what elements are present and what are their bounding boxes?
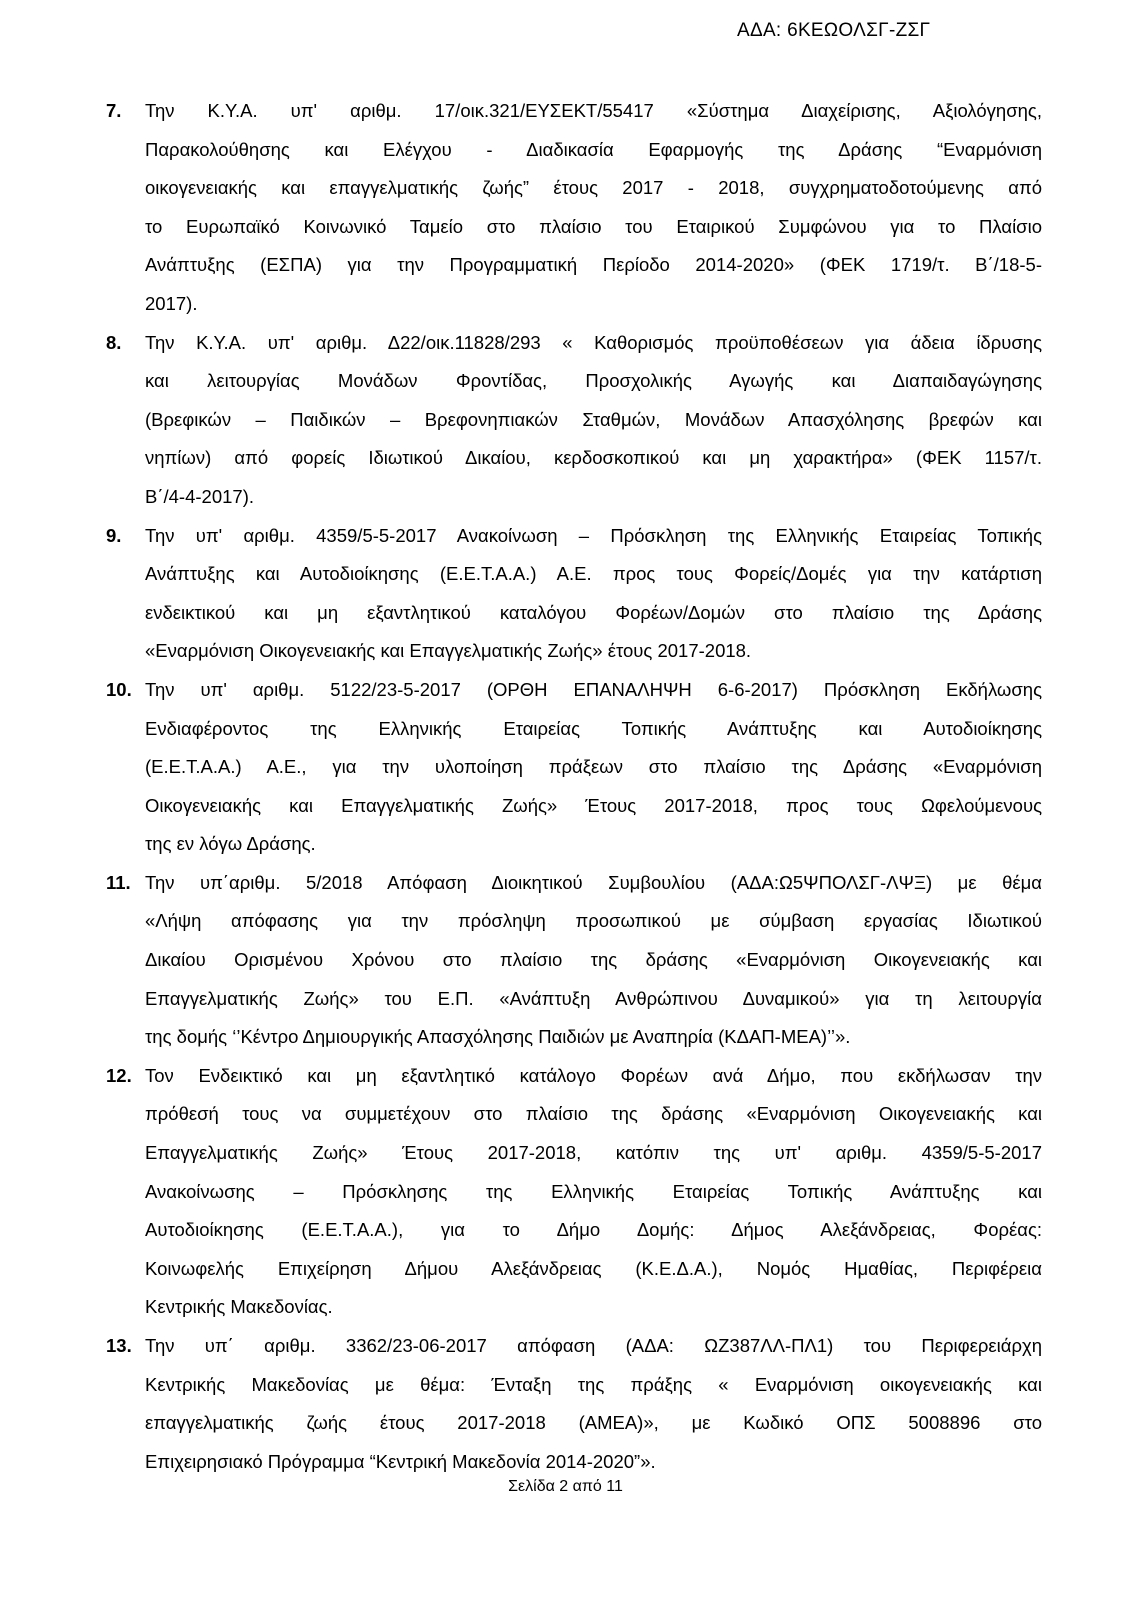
item-text-line: Ανάπτυξης (ΕΣΠΑ) για την Προγραμματική Περίοδο 2014-2020» (ΦΕΚ 1719/τ. Β΄/18-5-	[145, 254, 1042, 276]
item-text-line: Την υπ' αριθμ. 5122/23-5-2017 (ΟΡΘΗ ΕΠΑΝΑΛΗΨΗ 6-6-2017) Πρόσκληση Εκδήλωσης	[145, 678, 1042, 700]
item-text-line: (Βρεφικών – Παιδικών – Βρεφονηπιακών Σταθμών, Μονάδων Απασχόλησης βρεφών και	[145, 408, 1042, 430]
item-number: 8.	[106, 331, 122, 353]
item-text-line: Τον Ενδεικτικό και μη εξαντλητικό κατάλογο Φορέων ανά Δήμο, που εκδήλωσαν την	[145, 1064, 1042, 1086]
item-text-line: Β΄/4-4-2017).	[145, 485, 254, 507]
item-text-line: (Ε.Ε.Τ.Α.Α.) Α.Ε., για την υλοποίηση πράξεων στο πλαίσιο της Δράσης «Εναρμόνιση	[145, 756, 1042, 778]
item-text-line: Οικογενειακής και Επαγγελματικής Ζωής» Έτους 2017-2018, προς τους Ωφελούμενους	[145, 794, 1042, 816]
item-text-line: Την υπ΄αριθμ. 5/2018 Απόφαση Διοικητικού Συμβουλίου (ΑΔΑ:Ω5ΨΠΟΛΣΓ-ΛΨΞ) με θέμα	[145, 871, 1042, 893]
item-text-line: επαγγελματικής ζωής έτους 2017-2018 (ΑΜΕΑ)», με Κωδικό ΟΠΣ 5008896 στο	[145, 1412, 1042, 1434]
list-item	[0, 864, 1131, 1057]
item-text-line: και λειτουργίας Μονάδων Φροντίδας, Προσχολικής Αγωγής και Διαπαιδαγώγησης	[145, 370, 1042, 392]
item-text-line: Επαγγελματικής Ζωής» του Ε.Π. «Ανάπτυξη Ανθρώπινου Δυναμικού» για τη λειτουργία	[145, 987, 1042, 1009]
item-text-line: της εν λόγω Δράσης.	[145, 833, 316, 855]
item-text-line: Ενδιαφέροντος της Ελληνικής Εταιρείας Τοπικής Ανάπτυξης και Αυτοδιοίκησης	[145, 717, 1042, 739]
list-item	[0, 92, 1131, 324]
item-number: 12.	[106, 1064, 132, 1086]
item-text-line: Παρακολούθησης και Ελέγχου - Διαδικασία Εφαρμογής της Δράσης “Εναρμόνιση	[145, 138, 1042, 160]
list-item	[0, 1327, 1131, 1481]
item-text-line: πρόθεσή τους να συμμετέχουν στο πλαίσιο της δράσης «Εναρμόνιση Οικογενειακής και	[145, 1103, 1042, 1125]
item-number: 7.	[106, 100, 122, 121]
item-text-line: Την Κ.Υ.Α. υπ' αριθμ. 17/οικ.321/ΕΥΣΕΚΤ/55417 «Σύστημα Διαχείρισης, Αξιολόγησης,	[145, 100, 1042, 121]
item-text-line: το Ευρωπαϊκό Κοινωνικό Ταμείο στο πλαίσιο του Εταιρικού Συμφώνου για το Πλαίσιο	[145, 215, 1042, 237]
item-text-line: της δομής ‘’Κέντρο Δημιουργικής Απασχόλησης Παιδιών με Αναπηρία (ΚΔΑΠ-ΜΕΑ)’’».	[145, 1026, 851, 1048]
item-number: 9.	[106, 524, 122, 546]
item-text-line: 2017).	[145, 292, 198, 314]
list-item	[0, 324, 1131, 517]
item-number: 13.	[106, 1335, 132, 1356]
numbered-list	[0, 92, 1131, 1481]
list-item	[0, 671, 1131, 864]
item-text-line: Αυτοδιοίκησης (Ε.Ε.Τ.Α.Α.), για το Δήμο Δομής: Δήμος Αλεξάνδρειας, Φορέας:	[145, 1219, 1042, 1241]
item-text-line: Κοινωφελής Επιχείρηση Δήμου Αλεξάνδρειας (Κ.Ε.Δ.Α.), Νομός Ημαθίας, Περιφέρεια	[145, 1257, 1042, 1279]
ada-header: ΑΔΑ: 6ΚΕΩΟΛΣΓ-ΖΣΓ	[737, 20, 931, 41]
item-text-line: οικογενειακής και επαγγελματικής ζωής” έτους 2017 - 2018, συγχρηματοδοτούμενης από	[145, 177, 1042, 199]
item-text-line: «Λήψη απόφασης για την πρόσληψη προσωπικού με σύμβαση εργασίας Ιδιωτικού	[145, 910, 1042, 932]
list-item	[0, 517, 1131, 671]
item-text-line: ενδεικτικού και μη εξαντλητικού καταλόγου Φορέων/Δομών στο πλαίσιο της Δράσης	[145, 601, 1042, 623]
list-item	[0, 1057, 1131, 1327]
item-text-line: Ανακοίνωσης – Πρόσκλησης της Ελληνικής Εταιρείας Τοπικής Ανάπτυξης και	[145, 1180, 1042, 1202]
item-text-line: Κεντρικής Μακεδονίας.	[145, 1296, 333, 1318]
item-number: 10.	[106, 678, 132, 700]
item-text-line: Ανάπτυξης και Αυτοδιοίκησης (Ε.Ε.Τ.Α.Α.) Α.Ε. προς τους Φορείς/Δομές για την κατάρτιση	[145, 563, 1042, 585]
item-text-line: Την Κ.Υ.Α. υπ' αριθμ. Δ22/οικ.11828/293 « Καθορισμός προϋποθέσεων για άδεια ίδρυσης	[145, 331, 1042, 353]
item-text-line: Την υπ΄ αριθμ. 3362/23-06-2017 απόφαση (ΑΔΑ: ΩΖ387ΛΛ-ΠΛ1) του Περιφερειάρχη	[145, 1335, 1042, 1356]
item-text-line: Την υπ' αριθμ. 4359/5-5-2017 Ανακοίνωση – Πρόσκληση της Ελληνικής Εταιρείας Τοπικής	[145, 524, 1042, 546]
item-text-line: Δικαίου Ορισμένου Χρόνου στο πλαίσιο της δράσης «Εναρμόνιση Οικογενειακής και	[145, 949, 1042, 971]
item-number: 11.	[106, 871, 131, 893]
item-text-line: νηπίων) από φορείς Ιδιωτικού Δικαίου, κερδοσκοπικού και μη χαρακτήρα» (ΦΕΚ 1157/τ.	[145, 447, 1042, 469]
item-text-line: Επαγγελματικής Ζωής» Έτους 2017-2018, κατόπιν της υπ' αριθμ. 4359/5-5-2017	[145, 1142, 1042, 1164]
item-text-line: Κεντρικής Μακεδονίας με θέμα: Ένταξη της πράξης « Εναρμόνιση οικογενειακής και	[145, 1373, 1042, 1395]
item-text-line: Επιχειρησιακό Πρόγραμμα “Κεντρική Μακεδονία 2014-2020”».	[145, 1450, 656, 1472]
page-footer: Σελίδα 2 από 11	[508, 1478, 623, 1495]
item-text-line: «Εναρμόνιση Οικογενειακής και Επαγγελματικής Ζωής» έτους 2017-2018.	[145, 640, 752, 662]
